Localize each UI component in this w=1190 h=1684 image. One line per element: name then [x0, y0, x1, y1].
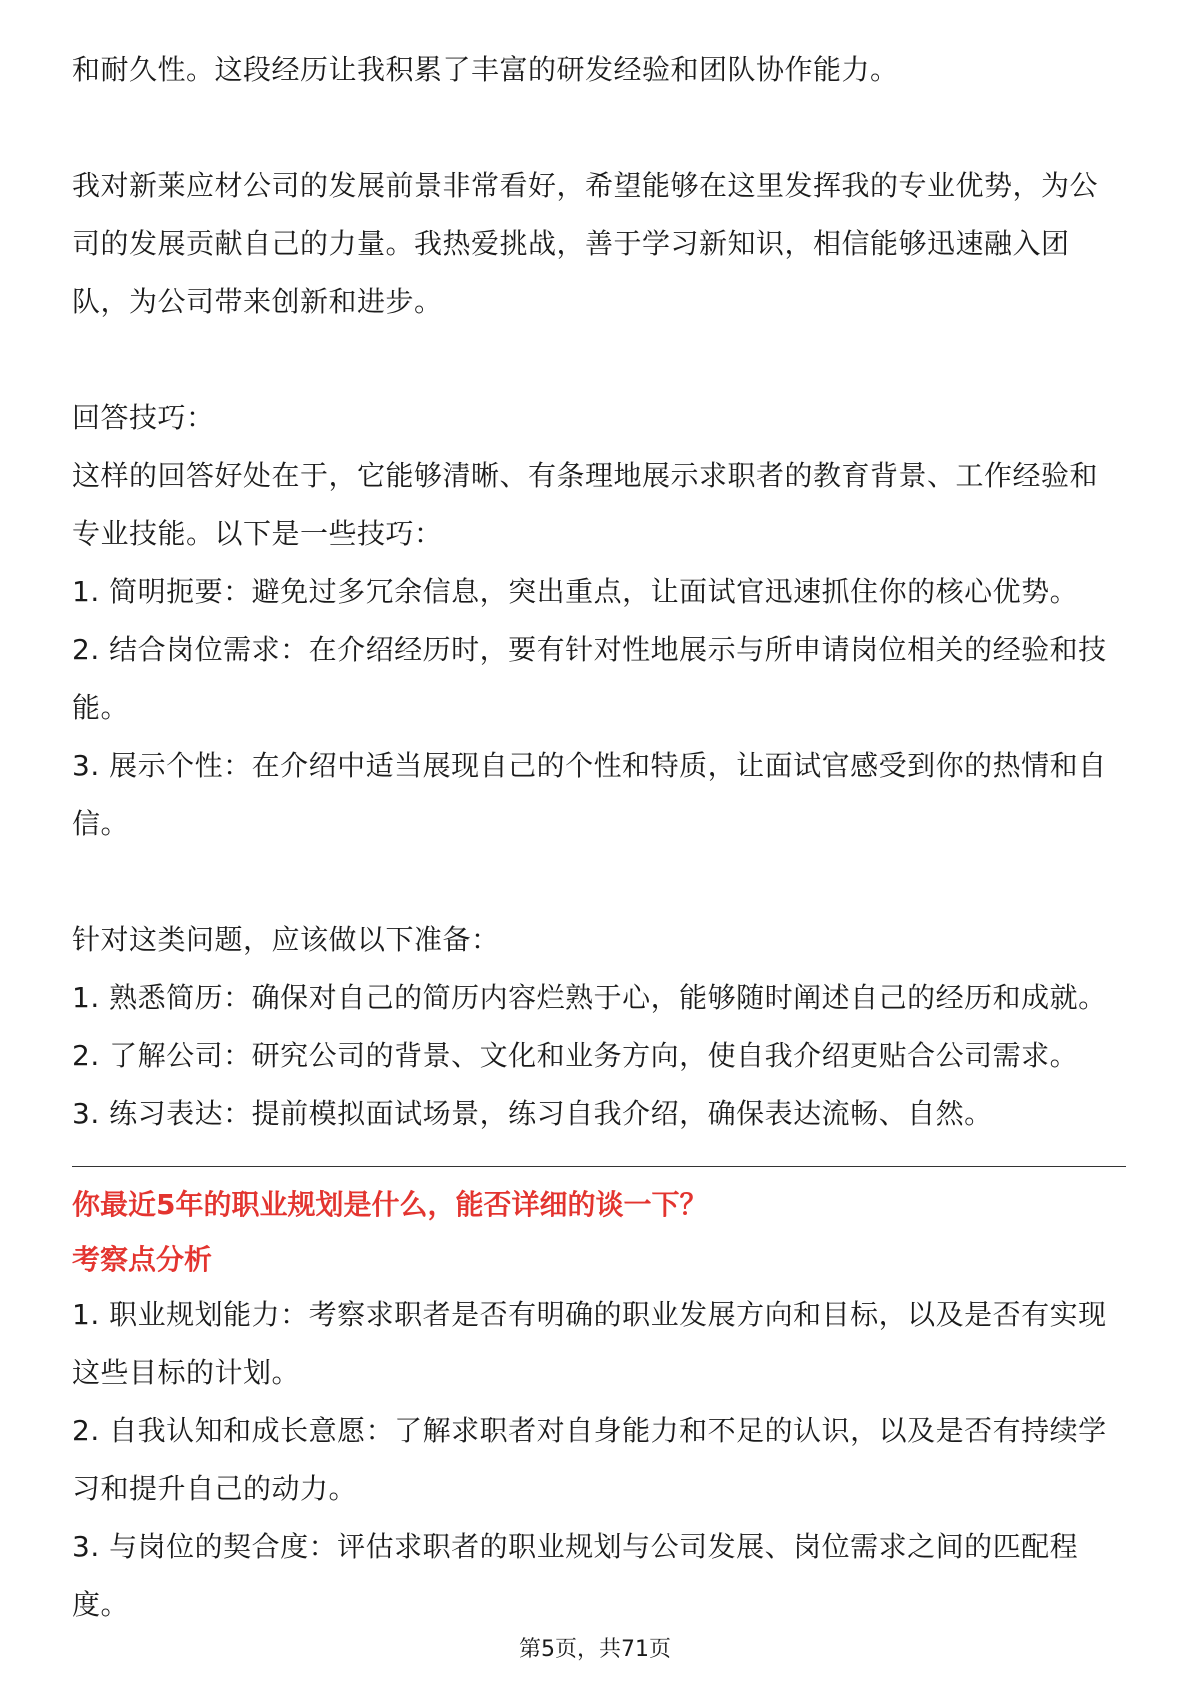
analysis-item-line: 这些目标的计划。 — [72, 1356, 301, 1389]
analysis-item-line: 度。 — [72, 1588, 130, 1621]
body-line: 这样的回答好处在于，它能够清晰、有条理地展示求职者的教育背景、工作经验和 — [72, 459, 1099, 492]
analysis-item-line: 1. 职业规划能力：考察求职者是否有明确的职业发展方向和目标，以及是否有实现 — [72, 1298, 1107, 1331]
document-page — [72, 41, 1126, 1634]
tip-item-line: 3. 展示个性：在介绍中适当展现自己的个性和特质，让面试官感受到你的热情和自 — [72, 749, 1107, 782]
tip-item-line: 1. 简明扼要：避免过多冗余信息，突出重点，让面试官迅速抓住你的核心优势。 — [72, 575, 1079, 608]
analysis-item-line: 3. 与岗位的契合度：评估求职者的职业规划与公司发展、岗位需求之间的匹配程 — [72, 1530, 1079, 1563]
body-line: 我对新莱应材公司的发展前景非常看好，希望能够在这里发挥我的专业优势，为公 — [72, 169, 1099, 202]
tip-item — [72, 621, 1126, 737]
answer-tips-heading: 回答技巧： — [72, 401, 215, 434]
preparation-item: 2. 了解公司：研究公司的背景、文化和业务方向，使自我介绍更贴合公司需求。 — [72, 1039, 1079, 1072]
analysis-item — [72, 1402, 1126, 1518]
preparation-item: 3. 练习表达：提前模拟面试场景，练习自我介绍，确保表达流畅、自然。 — [72, 1097, 993, 1130]
body-line: 专业技能。以下是一些技巧： — [72, 517, 443, 550]
analysis-item — [72, 1286, 1126, 1402]
page-number-footer: 第5页，共71页 — [519, 1637, 671, 1662]
closing-paragraph — [72, 157, 1126, 331]
preparation-item: 1. 熟悉简历：确保对自己的简历内容烂熟于心，能够随时阐述自己的经历和成就。 — [72, 981, 1107, 1014]
section-divider — [72, 1166, 1126, 1167]
tip-item — [72, 563, 1126, 621]
analysis-item-line: 习和提升自己的动力。 — [72, 1472, 358, 1505]
tip-item-line: 信。 — [72, 807, 130, 840]
intro-tail-paragraph — [72, 41, 1126, 99]
question-title: 你最近5年的职业规划是什么，能否详细的谈一下？ — [72, 1188, 708, 1221]
preparation-heading: 针对这类问题，应该做以下准备： — [72, 923, 500, 956]
analysis-heading: 考察点分析 — [72, 1243, 213, 1276]
body-line: 队，为公司带来创新和进步。 — [72, 285, 443, 318]
body-line: 司的发展贡献自己的力量。我热爱挑战，善于学习新知识，相信能够迅速融入团 — [72, 227, 1070, 260]
question-section — [72, 1176, 1126, 1634]
tip-item-line: 2. 结合岗位需求：在介绍经历时，要有针对性地展示与所申请岗位相关的经验和技 — [72, 633, 1107, 666]
tip-item — [72, 737, 1126, 853]
tip-item-line: 能。 — [72, 691, 130, 724]
analysis-item-line: 2. 自我认知和成长意愿：了解求职者对自身能力和不足的认识，以及是否有持续学 — [72, 1414, 1107, 1447]
preparation-section — [72, 911, 1126, 1143]
body-line: 和耐久性。这段经历让我积累了丰富的研发经验和团队协作能力。 — [72, 53, 899, 86]
analysis-item — [72, 1518, 1126, 1634]
answer-tips-section — [72, 389, 1126, 853]
